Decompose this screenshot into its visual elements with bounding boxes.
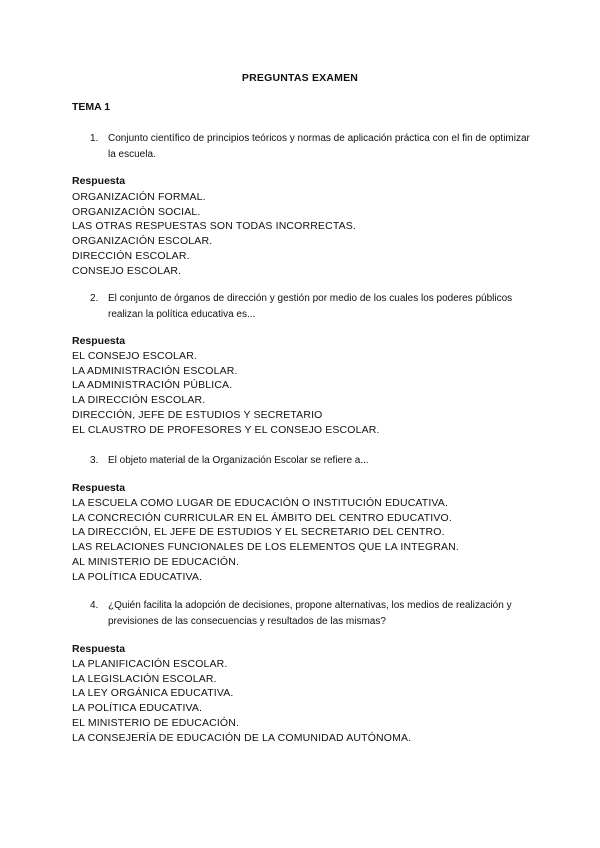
answer-option: LA LEGISLACIÓN ESCOLAR. [72,672,217,685]
answer-option: LA DIRECCIÓN, EL JEFE DE ESTUDIOS Y EL SECRETARIO DEL CENTRO. [72,526,445,539]
answer-options [72,349,380,437]
answer-option: LA DIRECCIÓN ESCOLAR. [72,394,206,407]
question-2 [90,291,530,322]
answer-option: LA CONSEJERÍA DE EDUCACIÓN DE LA COMUNIDAD AUTÓNOMA. [72,731,412,744]
answer-option: LA ADMINISTRACIÓN ESCOLAR. [72,364,238,377]
answer-options [72,190,356,278]
answer-option: EL MINISTERIO DE EDUCACIÓN. [72,716,240,729]
answer-option: EL CONSEJO ESCOLAR. [72,350,197,362]
answer-option: ORGANIZACIÓN FORMAL. [72,191,206,203]
answer-options [72,496,459,584]
answer-option: LA ADMINISTRACIÓN PÚBLICA. [72,379,233,392]
answer-label: Respuesta [72,175,126,187]
answer-option: EL CLAUSTRO DE PROFESORES Y EL CONSEJO ESCOLAR. [72,423,380,436]
answer-option: DIRECCIÓN ESCOLAR. [72,249,190,262]
document-title: PREGUNTAS EXAMEN [241,72,359,84]
question-number: 4. [90,600,99,611]
answer-options [72,657,411,745]
question-text: Conjunto científico de principios teóricos y normas de aplicación práctica con el fin de optimizar la escuela. [108,133,530,160]
question-number: 3. [90,455,99,466]
answer-label: Respuesta [72,335,126,347]
answer-option: LA CONCRECIÓN CURRICULAR EN EL ÁMBITO DEL CENTRO EDUCATIVO. [72,511,452,524]
question-number: 2. [90,293,99,304]
question-text: ¿Quién facilita la adopción de decisiones, propone alternativas, los medios de realización y previsiones de las consecuencias y resultados de las mismas? [108,600,512,627]
question-text: El conjunto de órganos de dirección y gestión por medio de los cuales los poderes públicos realizan la política educativa es... [108,293,513,320]
question-text: El objeto material de la Organización Escolar se refiere a... [108,455,369,466]
section-heading: TEMA 1 [72,101,111,113]
answer-option: LA POLÍTICA EDUCATIVA. [72,570,203,583]
answer-option: LA LEY ORGÁNICA EDUCATIVA. [72,687,234,700]
question-1 [90,131,530,162]
answer-option: DIRECCIÓN, JEFE DE ESTUDIOS Y SECRETARIO [72,408,323,421]
question-4 [90,598,530,629]
question-3 [90,453,530,469]
answer-label: Respuesta [72,482,126,494]
answer-option: LAS RELACIONES FUNCIONALES DE LOS ELEMENTOS QUE LA INTEGRAN. [72,541,459,554]
answer-option: LA POLÍTICA EDUCATIVA. [72,702,203,715]
answer-option: ORGANIZACIÓN ESCOLAR. [72,235,213,248]
answer-option: ORGANIZACIÓN SOCIAL. [72,205,201,218]
answer-option: AL MINISTERIO DE EDUCACIÓN. [72,555,240,568]
answer-option: LA ESCUELA COMO LUGAR DE EDUCACIÓN O INSTITUCIÓN EDUCATIVA. [72,497,449,509]
answer-label: Respuesta [72,643,126,655]
answer-option: LAS OTRAS RESPUESTAS SON TODAS INCORRECTAS. [72,220,356,233]
question-number: 1. [90,133,99,144]
answer-option: LA PLANIFICACIÓN ESCOLAR. [72,658,228,670]
answer-option: CONSEJO ESCOLAR. [72,264,182,277]
